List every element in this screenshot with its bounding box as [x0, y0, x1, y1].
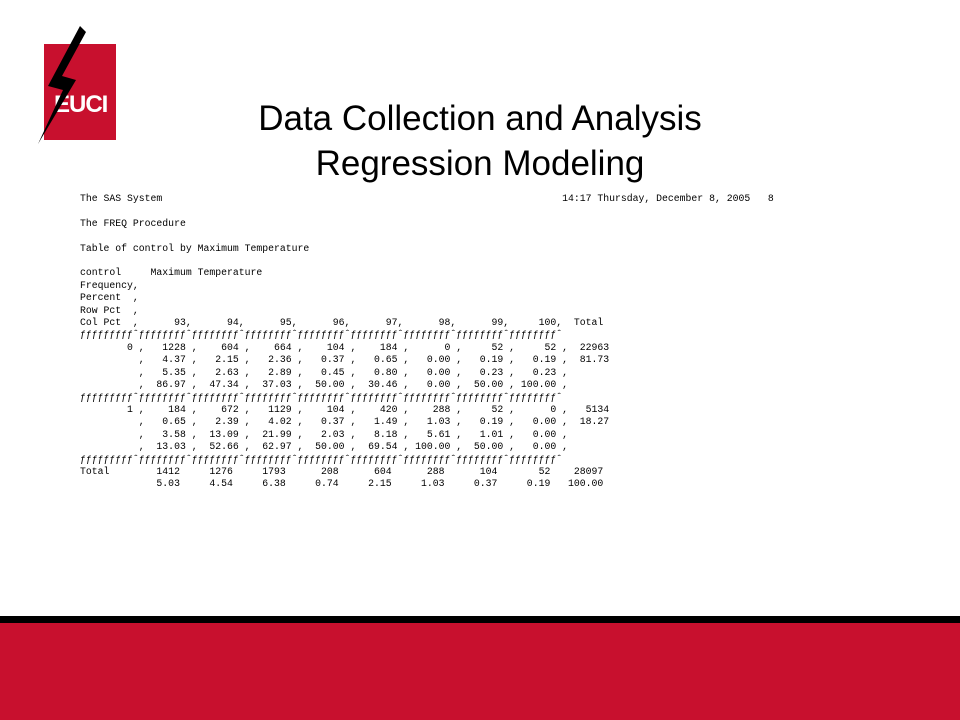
slide-title [0, 96, 960, 186]
sas-output-line: , 3.58 , 13.09 , 21.99 , 2.03 , 8.18 , 5.61 , 1.01 , 0.00 , [80, 428, 568, 440]
sas-output-line: ƒƒƒƒƒƒƒƒƒˆƒƒƒƒƒƒƒƒˆƒƒƒƒƒƒƒƒˆƒƒƒƒƒƒƒƒˆƒƒƒƒƒƒƒƒˆƒƒƒƒƒƒƒƒˆƒƒƒƒƒƒƒƒˆƒƒƒƒƒƒƒƒˆƒƒƒƒƒƒƒƒˆ [80, 453, 563, 465]
sas-output-line: , 86.97 , 47.34 , 37.03 , 50.00 , 30.46 , 0.00 , 50.00 , 100.00 , [80, 379, 568, 391]
sas-output-line: Percent , [80, 292, 139, 304]
sas-freq-output [80, 193, 774, 491]
sas-output-line: Frequency, [80, 279, 139, 291]
sas-output-line: Row Pct , [80, 304, 139, 316]
sas-output-line: control Maximum Temperature [80, 267, 263, 279]
sas-output-line: , 4.37 , 2.15 , 2.36 , 0.37 , 0.65 , 0.00 , 0.19 , 0.19 , 81.73 [80, 354, 610, 366]
sas-output-line: The FREQ Procedure [80, 217, 186, 229]
sas-output-line: Table of control by Maximum Temperature [80, 242, 310, 254]
footer-divider [0, 616, 960, 623]
sas-output-line: , 0.65 , 2.39 , 4.02 , 0.37 , 1.49 , 1.03 , 0.19 , 0.00 , 18.27 [80, 416, 610, 428]
logo-text: EUCI [54, 91, 108, 118]
sas-output-line: 0 , 1228 , 604 , 664 , 104 , 184 , 0 , 52 , 52 , 22963 [80, 341, 610, 353]
title-line-2: Regression Modeling [315, 144, 645, 183]
sas-output-line: , 5.35 , 2.63 , 2.89 , 0.45 , 0.80 , 0.00 , 0.23 , 0.23 , [80, 366, 568, 378]
sas-output-line: 5.03 4.54 6.38 0.74 2.15 1.03 0.37 0.19 100.00 [80, 478, 604, 490]
sas-output-line: The SAS System 14:17 Thursday, December 8, 2005 8 [80, 193, 774, 204]
sas-output-line: ƒƒƒƒƒƒƒƒƒˆƒƒƒƒƒƒƒƒˆƒƒƒƒƒƒƒƒˆƒƒƒƒƒƒƒƒˆƒƒƒƒƒƒƒƒˆƒƒƒƒƒƒƒƒˆƒƒƒƒƒƒƒƒˆƒƒƒƒƒƒƒƒˆƒƒƒƒƒƒƒƒˆ [80, 391, 563, 403]
sas-output-line: ƒƒƒƒƒƒƒƒƒˆƒƒƒƒƒƒƒƒˆƒƒƒƒƒƒƒƒˆƒƒƒƒƒƒƒƒˆƒƒƒƒƒƒƒƒˆƒƒƒƒƒƒƒƒˆƒƒƒƒƒƒƒƒˆƒƒƒƒƒƒƒƒˆƒƒƒƒƒƒƒƒˆ [80, 329, 563, 341]
sas-output-line: , 13.03 , 52.66 , 62.97 , 50.00 , 69.54 , 100.00 , 50.00 , 0.00 , [80, 441, 568, 453]
sas-output-line: 1 , 184 , 672 , 1129 , 104 , 420 , 288 , 52 , 0 , 5134 [80, 403, 610, 415]
footer-band [0, 623, 960, 720]
sas-output-line: Col Pct , 93, 94, 95, 96, 97, 98, 99, 100, Total [80, 317, 604, 329]
sas-output-line: Total 1412 1276 1793 208 604 288 104 52 28097 [80, 465, 604, 477]
title-line-1: Data Collection and Analysis [258, 99, 702, 138]
